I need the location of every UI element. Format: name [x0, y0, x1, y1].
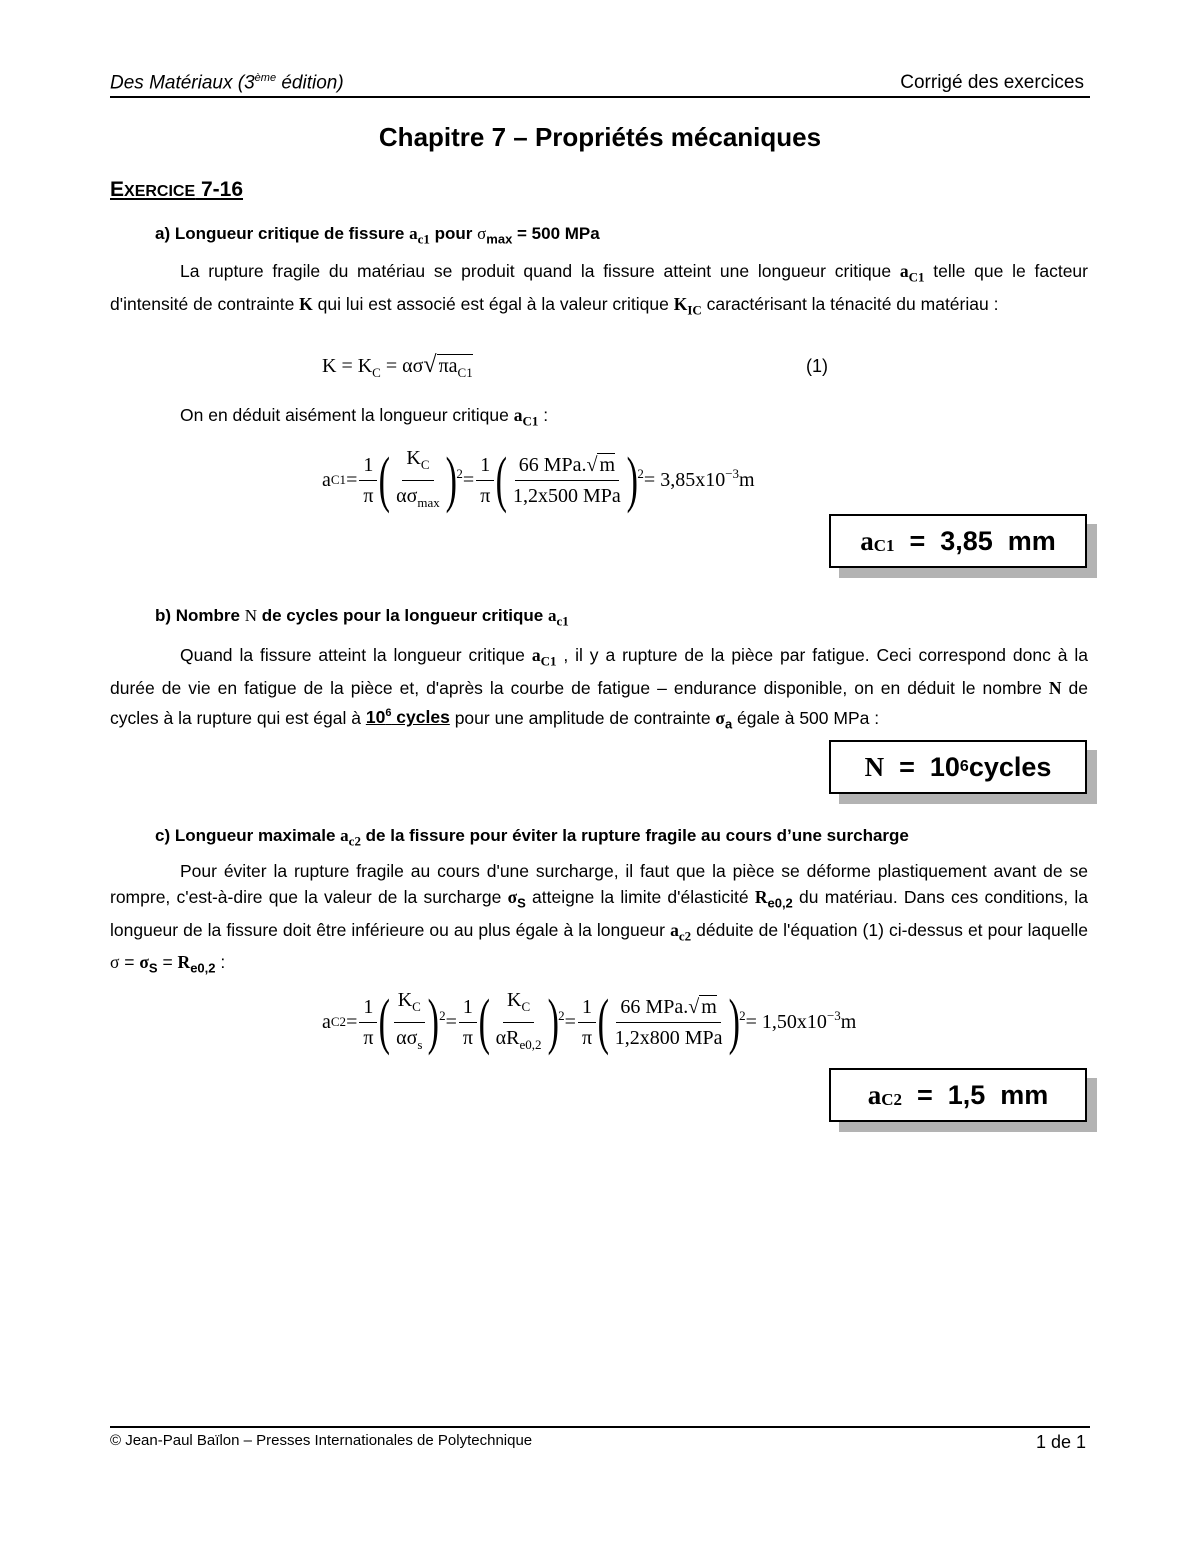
equation-1-label: (1) [806, 356, 828, 376]
header-book-title: Des Matériaux (3ème édition) [110, 72, 344, 94]
paragraph-a2: On en déduit aisément la longueur critique $a_{C1}$ : [180, 405, 549, 429]
equation-3: a C2 = $\frac{1}{\pi}$ ( $\frac{K_C}{\alpha\sigma_s}$ ) 2 = $\frac{1}{\pi}$ ( $\frac{K_C}{\alpha R_{e0,2}}$ ) 2 = $\frac{1}{\pi}$ ( $\frac{\text{66 MPa.√ m}}{\text{1,2x800 MPa}}$ ) 2 = 1,50x10 −3 m [322, 988, 857, 1056]
footer-rule [110, 1426, 1090, 1428]
exercise-heading: EXERCICE 7-16 [110, 178, 244, 201]
header-rule [110, 96, 1090, 98]
equation-1: $K = K_C = \alpha\sigma√$ $\pi a_{C1}$ [322, 352, 473, 380]
question-b: b) Nombre N de cycles pour la longueur critique $a_{c1}$ [155, 606, 569, 629]
answer-box-ac2: a C2 = 1,5 mm [829, 1068, 1087, 1122]
page-title: Chapitre 7 – Propriétés mécaniques [378, 122, 822, 152]
answer-box-ac1: a C1 = 3,85 mm [829, 514, 1087, 568]
header-section: Corrigé des exercices [900, 72, 1084, 93]
footer-copyright: © Jean-Paul Baïlon – Presses Internationales de Polytechnique [110, 1432, 533, 1449]
question-c: c) Longueur maximale $a_{c2}$ de la fissure pour éviter la rupture fragile au cours d’une surcharge [155, 826, 909, 849]
question-a: a) Longueur critique de fissure $a_{c1}$ pour $\sigma_{max} = 500$ MPa [155, 224, 600, 247]
paragraph-b: Quand la fissure atteint la longueur critique $a_{C1}$ , il y a rupture de la pièce par fatigue. Ceci correspond donc à la durée de vie en fatigue de la pièce et, d'après la courbe de fatigue – endurance disponible, on en déduit le nombre N de cycles à la rupture qui est égal à $10^6$ cycles pour une amplitude de contrainte $\sigma_a$ égale à 500 MPa : [110, 645, 1089, 731]
paragraph-a1: La rupture fragile du matériau se produit quand la fissure atteint une longueur critique $a_{C1}$ telle que le facteur d'intensité de contrainte K qui lui est associé est égal à la valeur critique $K_{IC}$ caractérisant la ténacité du matériau : [110, 261, 1088, 317]
answer-box-n: N = 10 6 cycles [829, 740, 1087, 794]
page-number: 1 de 1 [1035, 1432, 1086, 1452]
equation-2: a C1 = $\frac{1}{\pi}$ ( $\frac{K_C}{\alpha\sigma_{max}}$ ) 2 = $\frac{1}{\pi}$ ( $\frac{\text{66 MPa.√ m}}{\text{1,2x500 MPa}}$ ) 2 = 3,85x10 −3 m [322, 446, 755, 514]
paragraph-c: Pour éviter la rupture fragile au cours d'une surcharge, il faut que la pièce se déforme plastiquement avant de se rompre, c'est-à-dire que la valeur de la surcharge $\sigma_S$ atteigne la limite d'élasticité $R_{e0,2}$ du matériau. Dans ces conditions, la longueur de la fissure doit être inférieure ou au plus égale à la longueur $a_{c2}$ déduite de l'équation (1) ci-dessus et pour laquelle $\sigma = \sigma_S = R_{e0,2}$ : [110, 861, 1088, 976]
